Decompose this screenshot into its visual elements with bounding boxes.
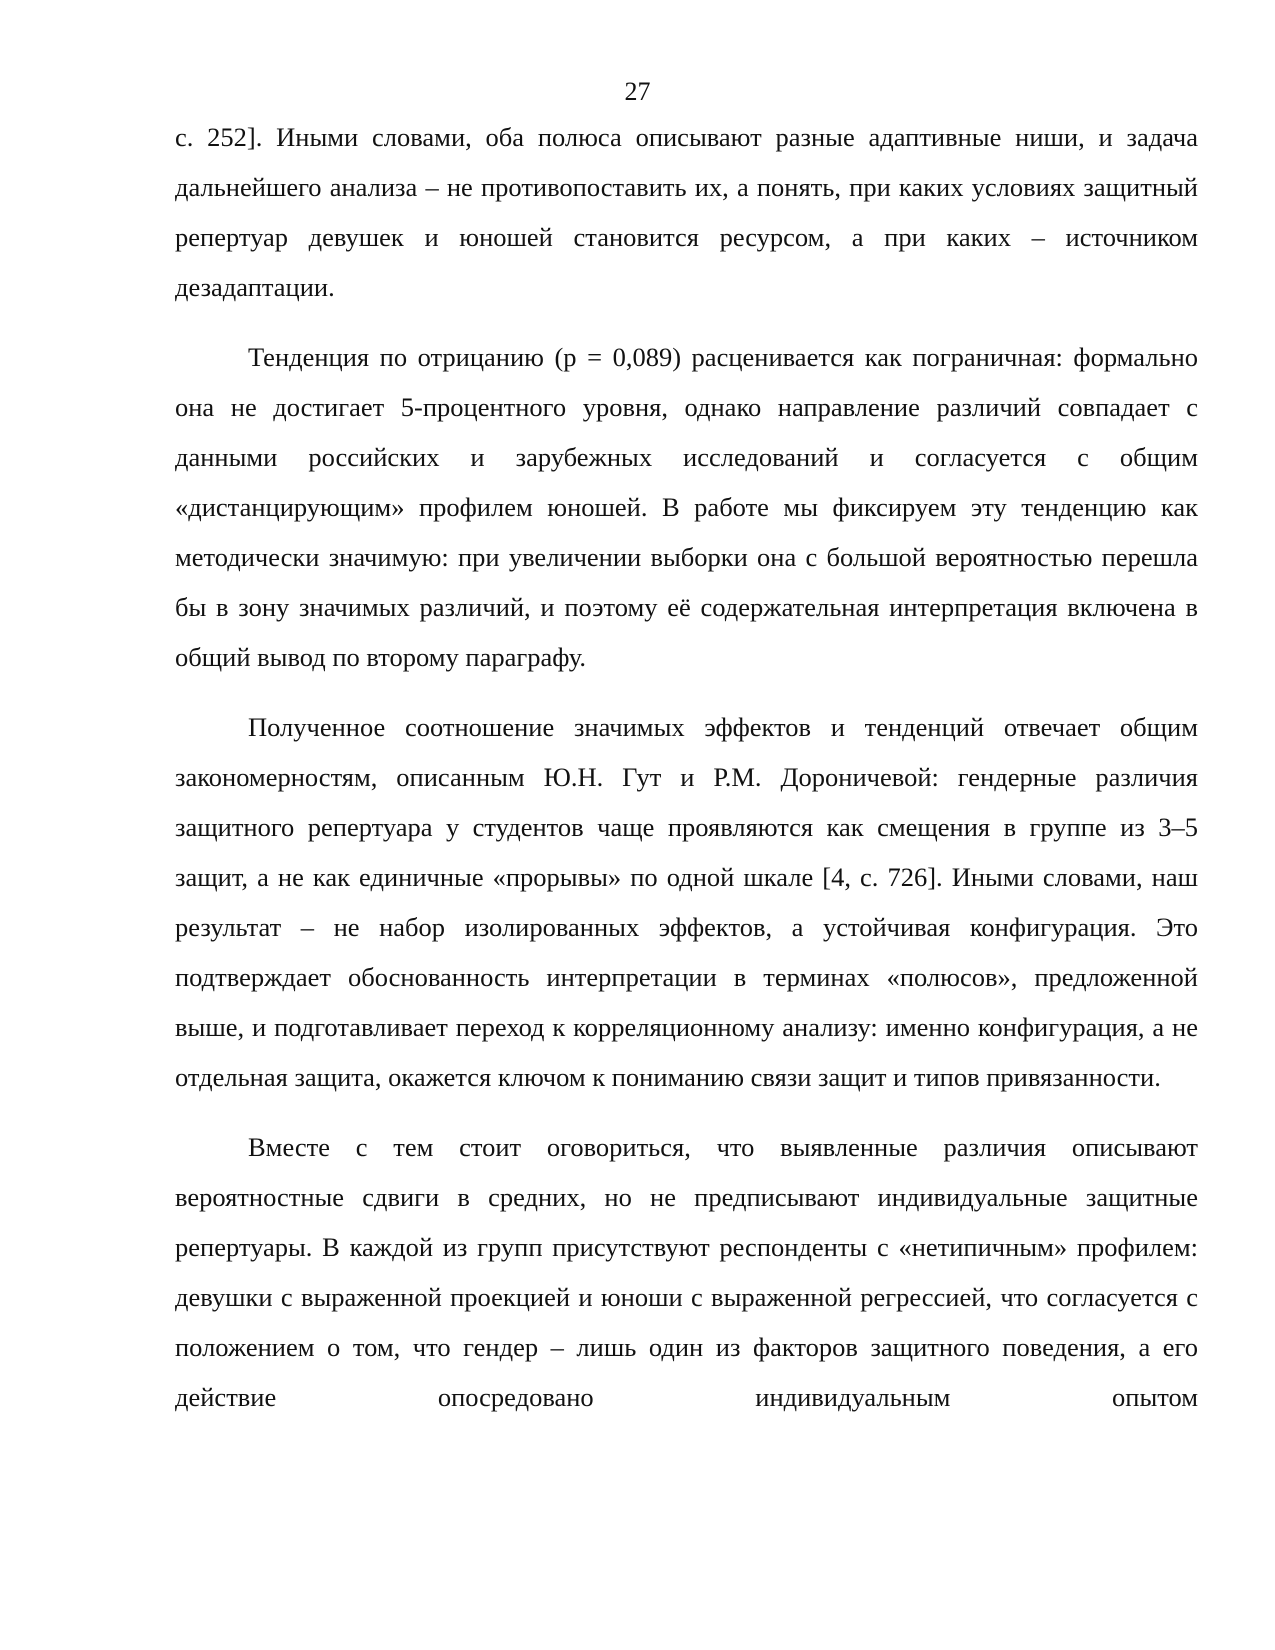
paragraph-continuation: с. 252]. Иными словами, оба полюса описывают разные адаптивные ниши, и задача дальнейшего анализа – не противопоставить их, а понять, при каких условиях защитный репертуар девушек и юношей становится ресурсом, а при каких – источником дезадаптации. <box>175 122 1198 302</box>
text-body <box>175 112 1198 1422</box>
paragraph-effects-ratio: Полученное соотношение значимых эффектов и тенденций отвечает общим закономерностям, описанным Ю.Н. Гут и Р.М. Дороничевой: гендерные различия защитного репертуара у студентов чаще проявляются как смещения в группе из 3–5 защит, а не как единичные «прорывы» по одной шкале [4, с. 726]. Иными словами, наш результат – не набор изолированных эффектов, а устойчивая конфигурация. Это подтверждает обоснованность интерпретации в терминах «полюсов», предложенной выше, и подготавливает переход к корреляционному анализу: именно конфигурация, а не отдельная защита, окажется ключом к пониманию связи защит и типов привязанности. <box>175 712 1198 1092</box>
paragraph-denial-tendency: Тенденция по отрицанию (p = 0,089) расценивается как пограничная: формально она не достигает 5-процентного уровня, однако направление различий совпадает с данными российских и зарубежных исследований и согласуется с общим «дистанцирующим» профилем юношей. В работе мы фиксируем эту тенденцию как методически значимую: при увеличении выборки она с большой вероятностью перешла бы в зону значимых различий, и поэтому её содержательная интерпретация включена в общий вывод по второму параграфу. <box>175 342 1198 672</box>
paragraph-caveat: Вместе с тем стоит оговориться, что выявленные различия описывают вероятностные сдвиги в средних, но не предписывают индивидуальные защитные репертуары. В каждой из групп присутствуют респонденты с «нетипичным» профилем: девушки с выраженной проекцией и юноши с выраженной регрессией, что согласуется с положением о том, что гендер – лишь один из факторов защитного поведения, а его действие опосредовано индивидуальным опытом <box>175 1132 1198 1412</box>
page-number: 27 <box>624 77 651 106</box>
